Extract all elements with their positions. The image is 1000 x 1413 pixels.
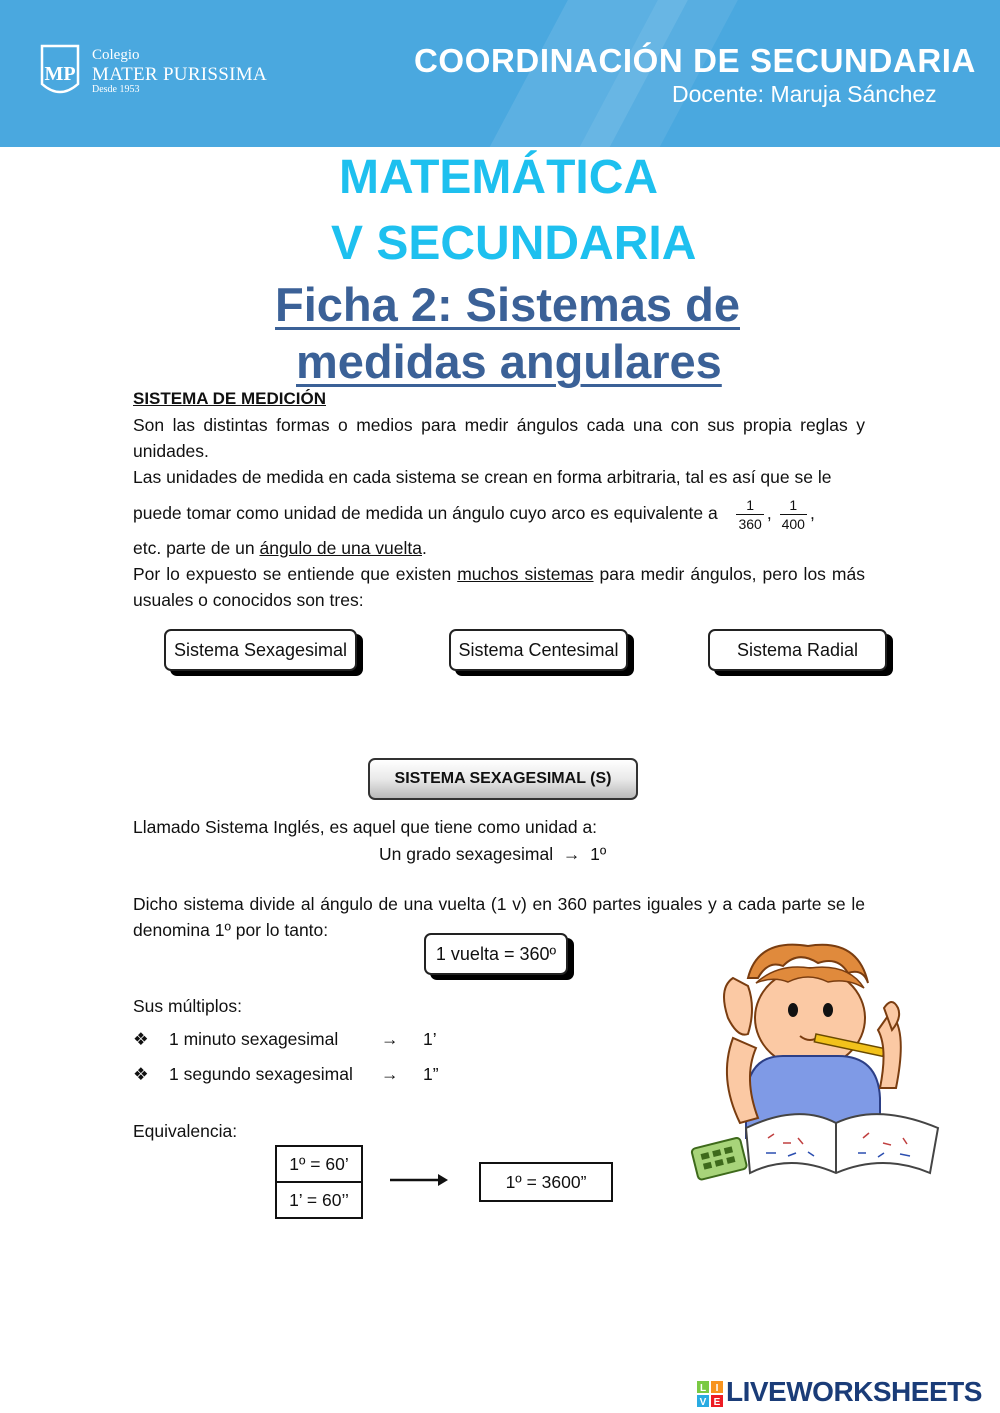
equivalence-label: Equivalencia: xyxy=(133,1121,238,1141)
liveworksheets-brand[interactable]: LIVEWORKSHEETS xyxy=(726,1376,982,1407)
arrow-right-icon: → xyxy=(381,1064,399,1084)
liveworksheets-logo-icon xyxy=(697,1381,723,1407)
paragraph-units-line3: etc. parte de un ángulo de una vuelta. xyxy=(133,538,427,558)
logo-school-name: MATER PURISSIMA xyxy=(92,64,268,85)
paragraph-sistema-ingles: Llamado Sistema Inglés, es aquel que tiene como unidad a: xyxy=(133,817,598,837)
arrow-right-icon: → xyxy=(562,844,581,864)
table-row: 1’ = 60’’ xyxy=(277,1181,361,1217)
sheet-title-line1: Ficha 2: Sistemas de xyxy=(275,278,740,331)
coordination-title: COORDINACIÓN DE SECUNDARIA xyxy=(414,42,976,79)
diamond-bullet-icon: ❖ xyxy=(133,1064,149,1084)
units-text: puede tomar como unidad de medida un ángulo cuyo arco es equivalente a xyxy=(133,503,718,524)
svg-text:V: V xyxy=(699,1397,707,1407)
fraction-1-360: $\frac{1}{360}$ xyxy=(738,497,762,532)
multiples-label: Sus múltiplos: xyxy=(133,996,242,1016)
underlined-angulo-vuelta: ángulo de una vuelta xyxy=(259,538,422,558)
svg-text:L: L xyxy=(699,1383,707,1394)
svg-text:I: I xyxy=(715,1383,719,1394)
logo-monogram: MP xyxy=(44,63,76,85)
arrow-right-icon: → xyxy=(381,1029,399,1049)
fraction-1-400: $\frac{1}{400}$ xyxy=(781,497,805,532)
system-box-sexagesimal: Sistema Sexagesimal xyxy=(164,629,357,671)
paragraph-division: Dicho sistema divide al ángulo de una vuelta (1 v) en 360 partes iguales y a cada parte se le denomina 1º por lo tanto: xyxy=(133,894,865,940)
section-heading: SISTEMA DE MEDICIÓN xyxy=(133,389,326,408)
vuelta-equation-box: 1 vuelta = 360º xyxy=(424,933,568,975)
paragraph-definition: Son las distintas formas o medios para medir ángulos cada una con sus propia reglas y unidades. xyxy=(133,415,865,461)
equivalence-result-box: 1º = 3600” xyxy=(479,1162,613,1202)
diamond-bullet-icon: ❖ xyxy=(133,1029,149,1049)
student-studying-icon xyxy=(688,938,946,1196)
system-box-radial: Sistema Radial xyxy=(708,629,887,671)
sheet-title-line2: medidas angulares xyxy=(296,335,722,388)
list-item: ❖ 1 minuto sexagesimal → 1’ xyxy=(133,1026,533,1052)
paragraph-units-line2: puede tomar como unidad de medida un ángulo cuyo arco es equivalente a $\frac{1}{360}$ , $\frac{1}{400}$ , xyxy=(133,497,815,532)
underlined-muchos-sistemas: muchos sistemas xyxy=(457,564,594,584)
paragraph-systems: Por lo expuesto se entiende que existen muchos sistemas para medir ángulos, pero los más usuales o conocidos son tres: xyxy=(133,564,865,610)
logo-since: Desde 1953 xyxy=(92,84,140,95)
school-shield-icon xyxy=(40,44,80,100)
svg-text:E: E xyxy=(713,1397,721,1407)
paragraph-units-line1: Las unidades de medida en cada sistema se crean en forma arbitraria, tal es así que se le xyxy=(133,467,832,487)
system-box-centesimal: Sistema Centesimal xyxy=(449,629,628,671)
equivalence-table xyxy=(275,1145,363,1219)
logo-colegio: Colegio xyxy=(92,47,140,63)
teacher-name: Docente: Maruja Sánchez xyxy=(672,81,937,107)
section-badge-sexagesimal: SISTEMA SEXAGESIMAL (S) xyxy=(368,758,638,800)
subject-title: MATEMÁTICA xyxy=(339,151,659,204)
grade-title: V SECUNDARIA xyxy=(331,217,697,270)
list-item: ❖ 1 segundo sexagesimal → 1” xyxy=(133,1061,533,1087)
table-row: 1º = 60’ xyxy=(289,1154,349,1174)
long-arrow-right-icon xyxy=(390,1170,450,1190)
unit-definition: Un grado sexagesimal → 1º xyxy=(379,844,607,864)
